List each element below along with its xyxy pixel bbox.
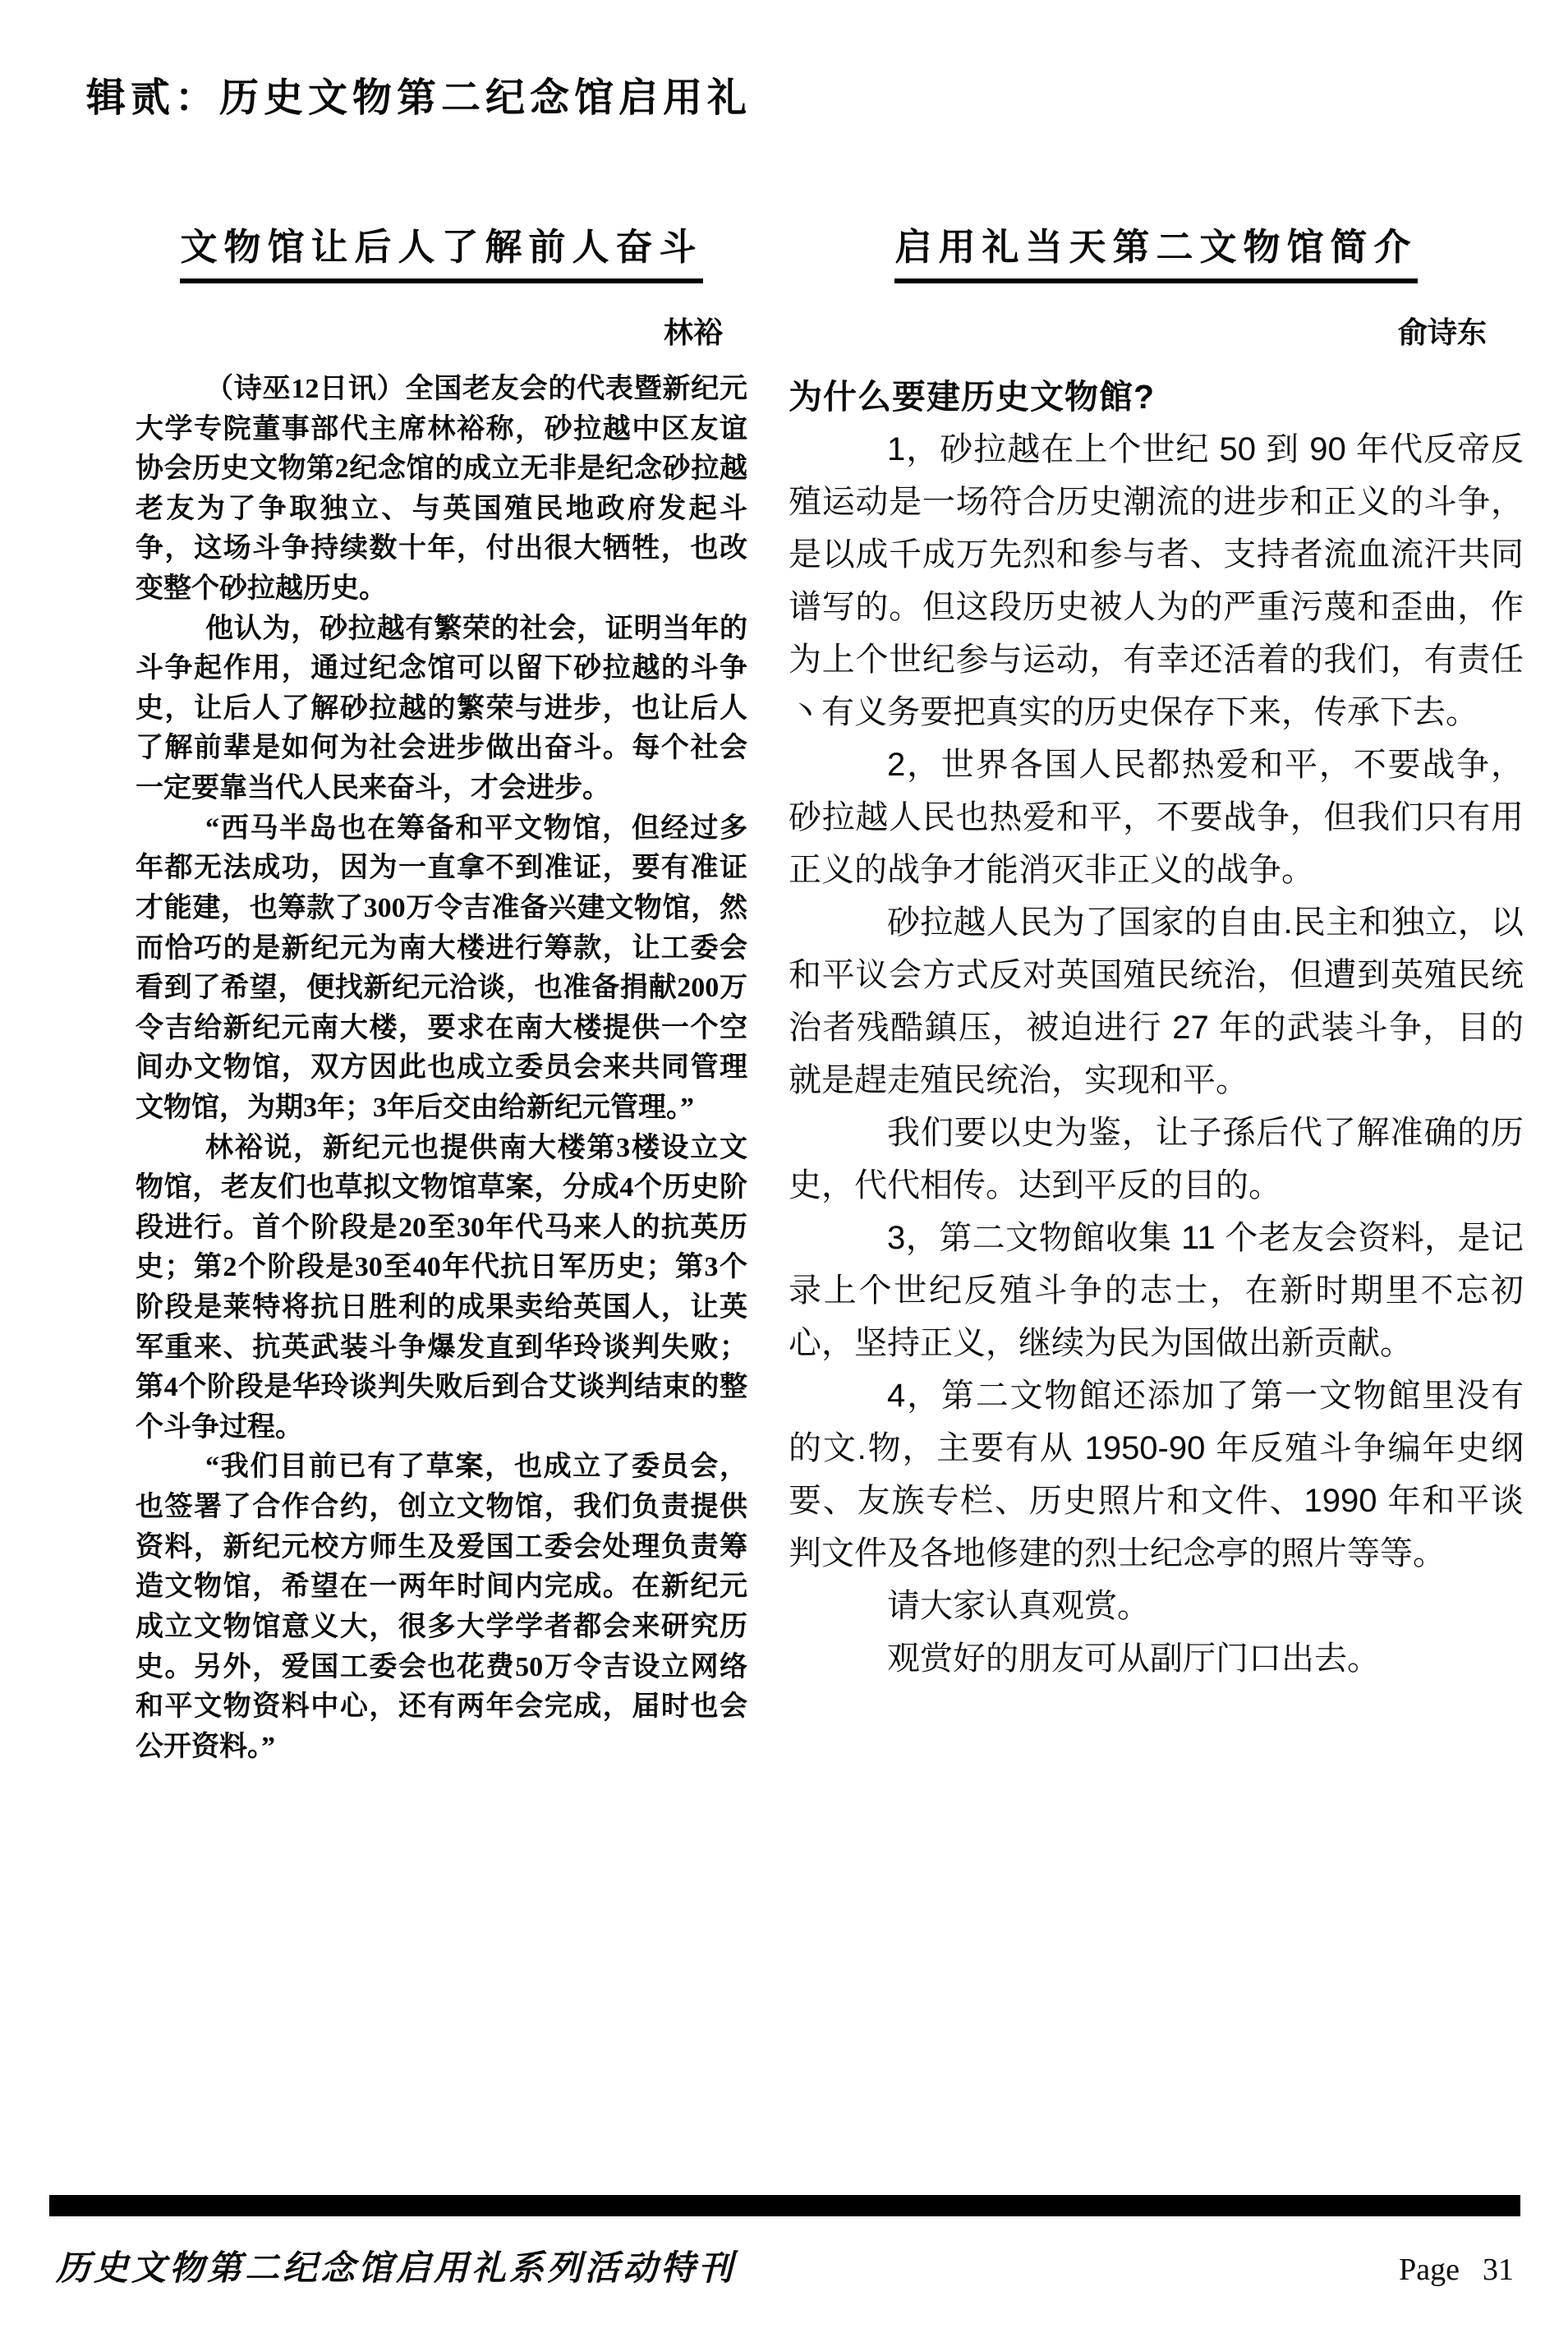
footer-page-number: 31 bbox=[1483, 2252, 1514, 2287]
paragraph: 砂拉越人民为了国家的自由.民主和独立，以和平议会方式反对英国殖民统治，但遭到英殖民统治者残酷鎮压，被迫进行 27 年的武装斗争，目的就是趕走殖民统治，实现和平。 bbox=[789, 904, 1524, 1098]
left-article-title bbox=[136, 217, 747, 283]
paragraph: （诗巫12日讯）全国老友会的代表暨新纪元大学专院董事部代主席林裕称，砂拉越中区友谊协会历史文物第2纪念馆的成立无非是纪念砂拉越老友为了争取独立、与英国殖民地政府发起斗争，这场斗争持续数十年，付出很大牺牲，也改变整个砂拉越历史。 bbox=[136, 374, 747, 605]
paragraph: 他认为，砂拉越有繁荣的社会，证明当年的斗争起作用，通过纪念馆可以留下砂拉越的斗争史，让后人了解砂拉越的繁荣与进步，也让后人了解前辈是如何为社会进步做出奋斗。每个社会一定要靠当代人民来奋斗，才会进步。 bbox=[136, 613, 747, 804]
paragraph: “我们目前已有了草案，也成立了委员会，也签署了合作合约，创立文物馆，我们负责提供资料，新纪元校方师生及爱国工委会处理负责筹造文物馆，希望在一两年时间内完成。在新纪元成立文物馆意义大，很多大学学者都会来研究历史。另外，爱国工委会也花费50万令吉设立网络和平文物资料中心，还有两年会完成，届时也会公开资料。” bbox=[136, 1452, 747, 1762]
right-article-author: 俞诗东 bbox=[1397, 316, 1487, 349]
left-article bbox=[136, 217, 747, 1767]
page-header-title: 辑贰：历史文物第二纪念馆启用礼 bbox=[86, 76, 752, 120]
paragraph: 3，第二文物館收集 11 个老友会资料，是记录上个世纪反殖斗争的志士，在新时期里不忘初心，坚持正义，继续为民为国做出新贡献。 bbox=[789, 1220, 1524, 1361]
left-article-title-text: 文物馆让后人了解前人奋斗 bbox=[180, 217, 702, 283]
footer-publication-title: 历史文物第二纪念馆启用礼系列活动特刊 bbox=[56, 2250, 737, 2288]
right-article-section-heading: 为什么要建历史文物館? bbox=[789, 378, 1156, 416]
footer-page-indicator bbox=[1399, 2252, 1514, 2288]
right-article-body bbox=[789, 423, 1524, 1685]
paragraph: “西马半岛也在筹备和平文物馆，但经过多年都无法成功，因为一直拿不到准证，要有准证才能建，也筹款了300万令吉准备兴建文物馆，然而恰巧的是新纪元为南大楼进行筹款，让工委会看到了希望，便找新纪元洽谈，也准备捐献200万令吉给新纪元南大楼，要求在南大楼提供一个空间办文物馆，双方因此也成立委员会来共同管理文物馆，为期3年；3年后交由给新纪元管理。” bbox=[136, 812, 747, 1123]
two-column-layout bbox=[70, 217, 1524, 1767]
right-article bbox=[789, 217, 1524, 1767]
paragraph: 2，世界各国人民都热爱和平，不要战争，砂拉越人民也热爱和平，不要战争，但我们只有用正义的战争才能消灭非正义的战争。 bbox=[789, 747, 1524, 888]
footer-rule-bar bbox=[49, 2195, 1520, 2216]
page-footer bbox=[49, 2195, 1520, 2290]
right-article-title bbox=[789, 217, 1524, 283]
right-article-title-text: 启用礼当天第二文物馆简介 bbox=[894, 217, 1417, 283]
paragraph: 1，砂拉越在上个世纪 50 到 90 年代反帝反殖运动是一场符合历史潮流的进步和正义的斗争，是以成千成万先烈和参与者、支持者流血流汗共同谱写的。但这段历史被人为的严重污蔑和歪曲，作为上个世纪参与运动，有幸还活着的我们，有责任丶有义务要把真实的历史保存下来，传承下去。 bbox=[789, 431, 1524, 730]
left-article-author: 林裕 bbox=[663, 316, 723, 349]
paragraph: 林裕说，新纪元也提供南大楼第3楼设立文物馆，老友们也草拟文物馆草案，分成4个历史阶段进行。首个阶段是20至30年代马来人的抗英历史；第2个阶段是30至40年代抗日军历史；第3个阶段是莱特将抗日胜利的成果卖给英国人，让英军重来、抗英武装斗争爆发直到华玲谈判失败；第4个阶段是华玲谈判失败后到合艾谈判结束的整个斗争过程。 bbox=[136, 1132, 747, 1443]
paragraph: 4，第二文物館还添加了第一文物館里没有的文.物，主要有从 1950-90 年反殖斗争编年史纲要、友族专栏、历史照片和文件、1990 年和平谈判文件及各地修建的烈士纪念亭的照片等等。 bbox=[789, 1378, 1524, 1571]
footer-row bbox=[49, 2241, 1520, 2290]
left-article-body bbox=[136, 370, 747, 1767]
paragraph: 我们要以史为鉴，让子孫后代了解准确的历史，代代相传。达到平反的目的。 bbox=[789, 1115, 1524, 1203]
paragraph: 请大家认真观赏。 bbox=[887, 1588, 1150, 1624]
footer-page-label: Page bbox=[1399, 2252, 1460, 2287]
paragraph: 观赏好的朋友可从副厅门口出去。 bbox=[887, 1640, 1380, 1677]
